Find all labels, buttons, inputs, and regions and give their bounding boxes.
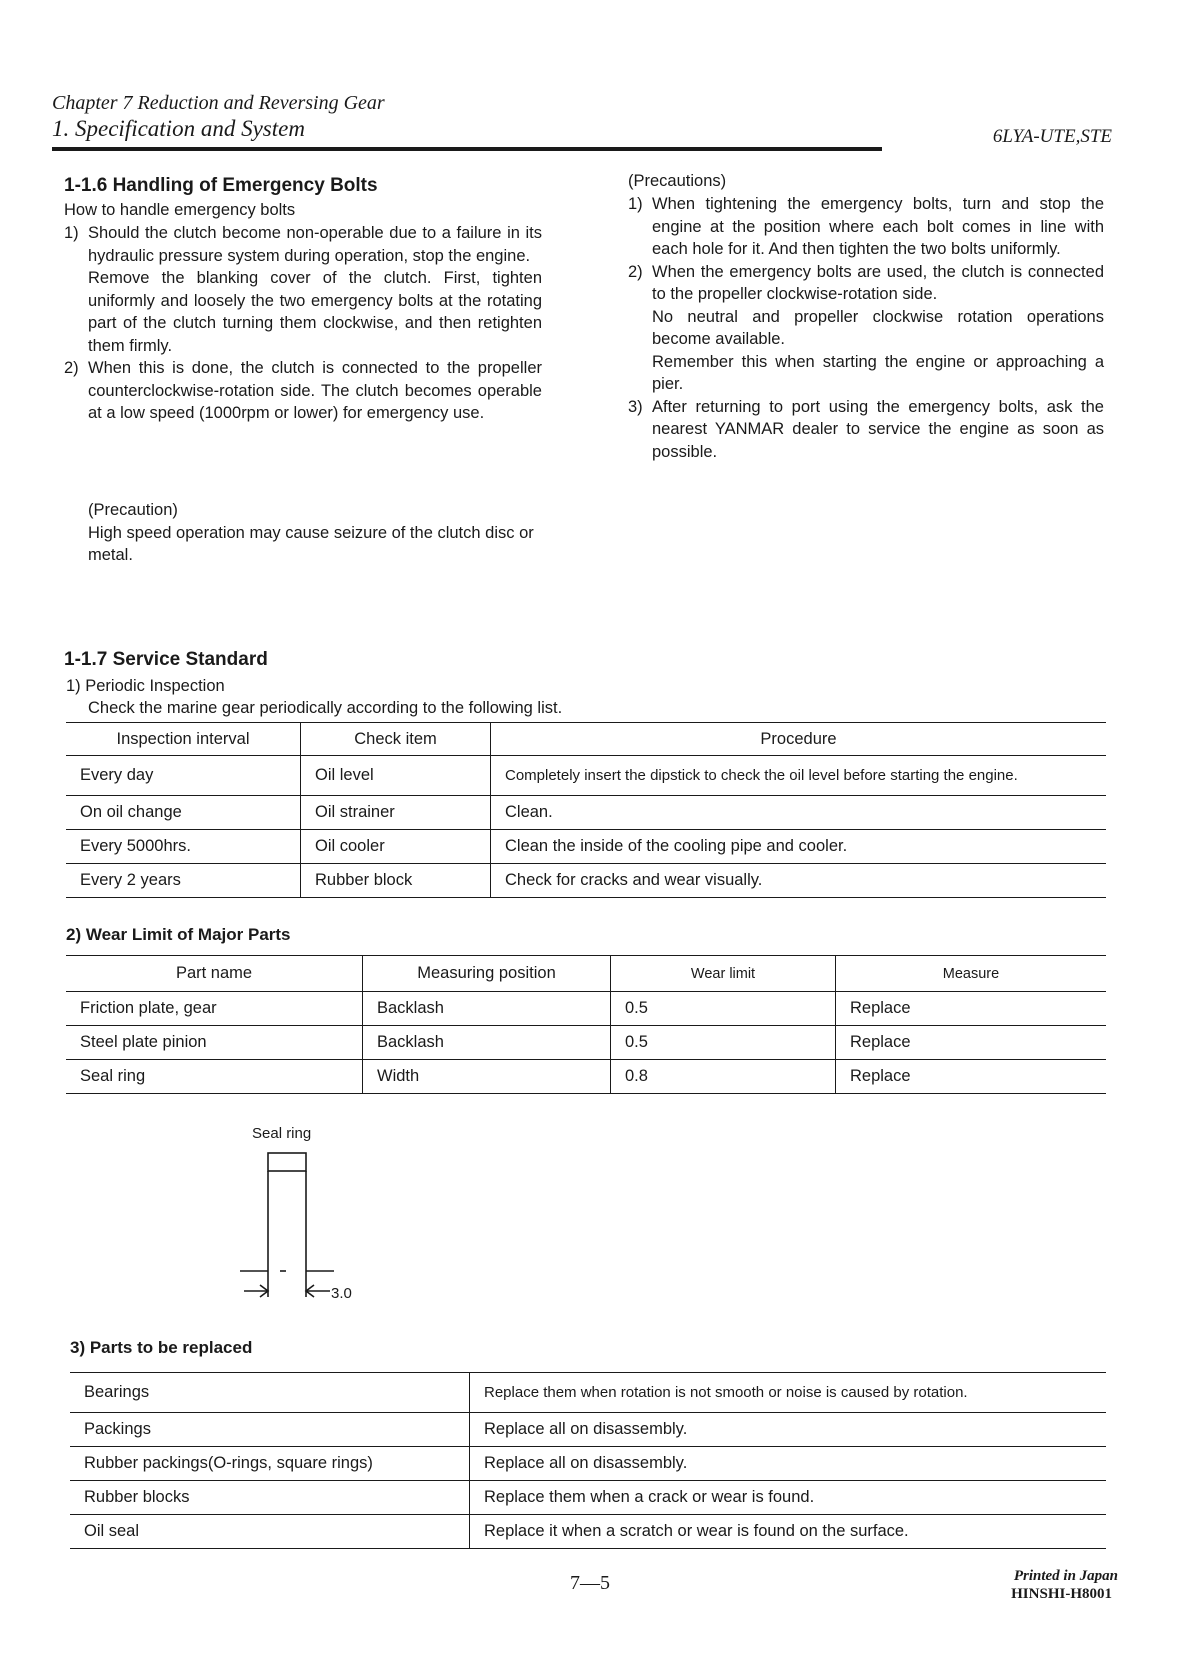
column-header: Measuring position [363, 956, 611, 992]
column-header: Measure [836, 956, 1107, 992]
table-cell: 0.5 [611, 992, 836, 1026]
table-row [70, 1515, 1106, 1549]
periodic-inspection-note: Check the marine gear periodically according to the following list. [88, 699, 563, 717]
item-text: Remove the blanking cover of the clutch. First, tighten uniformly and loosely the two emergency bolts at the rotating part of the clutch turning them clockwise, and then retighten them firmly. [88, 269, 542, 355]
column-header: Procedure [491, 723, 1107, 756]
table-cell: Replace it when a scratch or wear is found on the surface. [470, 1515, 1107, 1549]
table-cell: Every 2 years [66, 864, 301, 898]
item-text: Remember this when starting the engine or approaching a pier. [652, 352, 1104, 393]
seal-ring-diagram [230, 1145, 340, 1320]
table-cell: Rubber block [301, 864, 491, 898]
list-item [64, 222, 542, 357]
item-number: 2) [628, 262, 643, 281]
table-cell: Clean the inside of the cooling pipe and cooler. [491, 830, 1107, 864]
wear-limit-table [66, 955, 1106, 1094]
section-title: 1. Specification and System [52, 116, 305, 141]
table-cell: Backlash [363, 992, 611, 1026]
emergency-bolts-heading: 1-1.6 Handling of Emergency Bolts [64, 175, 378, 196]
table-row [66, 1060, 1106, 1094]
emergency-bolts-steps [64, 222, 542, 425]
item-number: 3) [628, 397, 643, 416]
table-cell: Oil level [301, 756, 491, 796]
wear-limit-heading: 2) Wear Limit of Major Parts [66, 925, 291, 944]
table-row [70, 1413, 1106, 1447]
table-cell: Replace [836, 992, 1107, 1026]
parts-replaced-heading: 3) Parts to be replaced [70, 1338, 253, 1357]
item-number: 1) [64, 224, 79, 242]
table-cell: Bearings [70, 1373, 470, 1413]
item-text: When the emergency bolts are used, the clutch is connected to the propeller clockwise-rotation side. [652, 262, 1104, 303]
table-cell: Replace [836, 1060, 1107, 1094]
table-cell: Replace all on disassembly. [470, 1447, 1107, 1481]
table-cell: Oil seal [70, 1515, 470, 1549]
item-number: 2) [64, 359, 79, 377]
column-header: Check item [301, 723, 491, 756]
table-cell: Rubber blocks [70, 1481, 470, 1515]
table-cell: Friction plate, gear [66, 992, 363, 1026]
table-row [70, 1481, 1106, 1515]
table-cell: On oil change [66, 796, 301, 830]
list-item [64, 357, 542, 425]
item-text: Should the clutch become non-operable due to a failure in its hydraulic pressure system during operation, stop the engine. [88, 224, 542, 265]
table-row [70, 1447, 1106, 1481]
precaution-text: High speed operation may cause seizure of the clutch disc or metal. [88, 523, 534, 564]
inspection-table [66, 722, 1106, 898]
column-header: Part name [66, 956, 363, 992]
table-cell: 0.5 [611, 1026, 836, 1060]
table-cell: Replace [836, 1026, 1107, 1060]
table-cell: Every day [66, 756, 301, 796]
table-cell: Oil cooler [301, 830, 491, 864]
table-row [70, 1373, 1106, 1413]
column-header: Wear limit [611, 956, 836, 992]
table-cell: Seal ring [66, 1060, 363, 1094]
item-text: No neutral and propeller clockwise rotation operations become available. [652, 307, 1104, 348]
precautions-list [628, 193, 1104, 463]
table-cell: Packings [70, 1413, 470, 1447]
chapter-title: Chapter 7 Reduction and Reversing Gear [52, 92, 385, 114]
table-cell: Width [363, 1060, 611, 1094]
parts-replaced-table [70, 1372, 1106, 1549]
precautions-label: (Precautions) [628, 172, 727, 190]
emergency-bolts-subtitle: How to handle emergency bolts [64, 201, 296, 219]
table-cell: Rubber packings(O-rings, square rings) [70, 1447, 470, 1481]
table-cell: Backlash [363, 1026, 611, 1060]
precaution-note [88, 499, 542, 567]
item-text: When this is done, the clutch is connected to the propeller counterclockwise-rotation side. The clutch becomes operable at a low speed (1000rpm or lower) for emergency use. [88, 359, 542, 422]
list-item [628, 193, 1104, 261]
page-number: 7—5 [570, 1572, 610, 1594]
table-header-row [66, 956, 1106, 992]
table-row [66, 796, 1106, 830]
table-row [66, 1026, 1106, 1060]
header-rule [52, 147, 882, 151]
document-code: HINSHI-H8001 [1011, 1586, 1112, 1602]
precaution-label: (Precaution) [88, 501, 178, 519]
table-cell: Replace all on disassembly. [470, 1413, 1107, 1447]
table-cell: Oil strainer [301, 796, 491, 830]
item-number: 1) [628, 195, 643, 213]
periodic-inspection-heading: 1) Periodic Inspection [66, 677, 225, 695]
table-cell: Completely insert the dipstick to check the oil level before starting the engine. [491, 756, 1107, 796]
table-cell: Clean. [491, 796, 1107, 830]
seal-ring-cross-section [268, 1153, 306, 1171]
printed-in-label: Printed in Japan [1013, 1568, 1118, 1584]
table-row [66, 756, 1106, 796]
list-item [628, 261, 1104, 396]
seal-ring-dimension: 3.0 [331, 1285, 352, 1302]
table-cell: Replace them when a crack or wear is found. [470, 1481, 1107, 1515]
service-standard-heading: 1-1.7 Service Standard [64, 649, 268, 670]
item-text: After returning to port using the emergency bolts, ask the nearest YANMAR dealer to service the engine as soon as possible. [652, 397, 1104, 461]
item-text: When tightening the emergency bolts, turn and stop the engine at the position where each bolt comes in line with each hole for it. And then tighten the two bolts uniformly. [652, 195, 1104, 258]
seal-ring-figure-label: Seal ring [252, 1125, 312, 1142]
table-cell: Steel plate pinion [66, 1026, 363, 1060]
table-header-row [66, 723, 1106, 756]
list-item [628, 396, 1104, 464]
table-cell: 0.8 [611, 1060, 836, 1094]
table-row [66, 830, 1106, 864]
model-label: 6LYA-UTE,STE [992, 126, 1112, 147]
table-cell: Every 5000hrs. [66, 830, 301, 864]
table-cell: Check for cracks and wear visually. [491, 864, 1107, 898]
column-header: Inspection interval [66, 723, 301, 756]
table-row [66, 992, 1106, 1026]
table-row [66, 864, 1106, 898]
table-cell: Replace them when rotation is not smooth or noise is caused by rotation. [470, 1373, 1107, 1413]
